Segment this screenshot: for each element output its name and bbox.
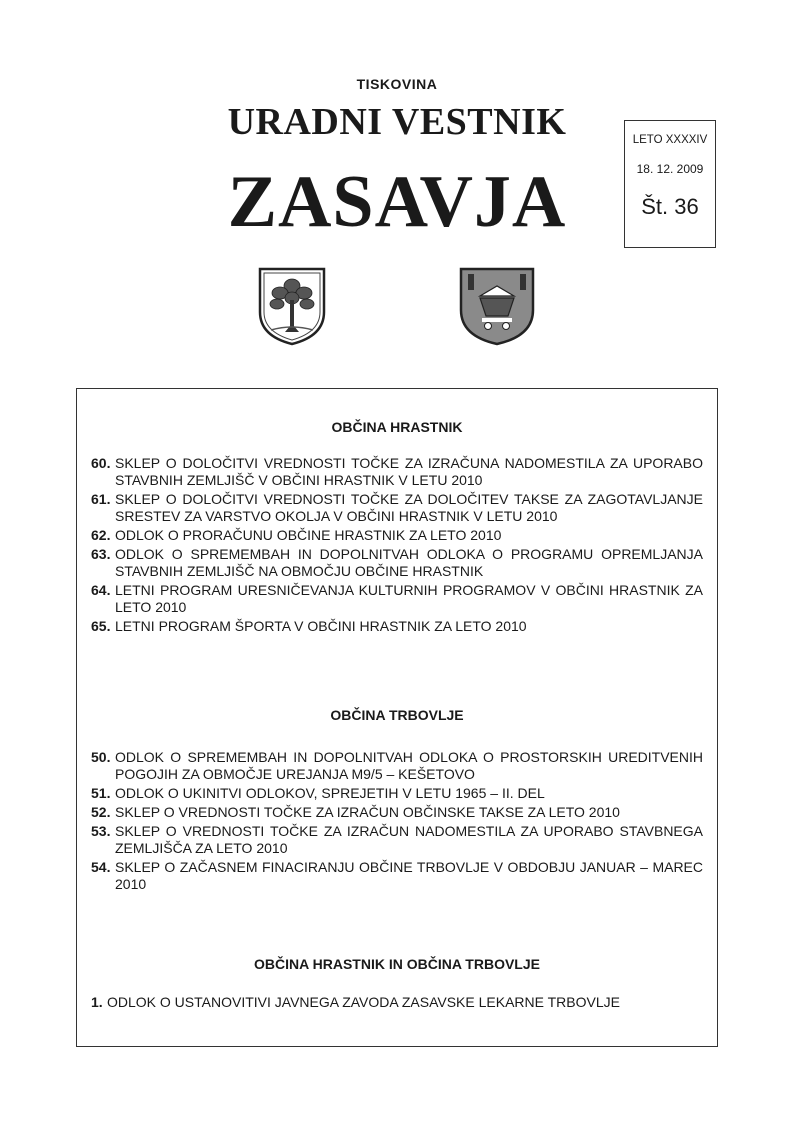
item-text: ODLOK O SPREMEMBAH IN DOPOLNITVAH ODLOKA O PROGRAMU OPREMLJANJA STAVBNIH ZEMLJIŠČ NA OBMOČJU OBČINE HRASTNIK: [115, 546, 703, 579]
item-number: 53.: [91, 823, 111, 839]
item-number: 52.: [91, 804, 111, 820]
item-text: SKLEP O DOLOČITVI VREDNOSTI TOČKE ZA DOLOČITEV TAKSE ZA ZAGOTAVLJANJE SRESTEV ZA VARSTVO OKOLJA V OBČINI HRASTNIK V LETU 2010: [115, 491, 703, 524]
list-item: [77, 618, 717, 635]
list-item: [77, 859, 717, 893]
item-text: LETNI PROGRAM ŠPORTA V OBČINI HRASTNIK ZA LETO 2010: [115, 618, 527, 634]
list-item: [77, 546, 717, 580]
section-title: OBČINA TRBOVLJE: [330, 707, 464, 723]
item-text: ODLOK O SPREMEMBAH IN DOPOLNITVAH ODLOKA O PROSTORSKIH UREDITVENIH POGOJIH ZA OBMOČJE UREJANJA M9/5 – KEŠETOVO: [115, 749, 703, 782]
item-text: SKLEP O VREDNOSTI TOČKE ZA IZRAČUN OBČINSKE TAKSE ZA LETO 2010: [115, 804, 620, 820]
issue-date: 18. 12. 2009: [636, 162, 704, 176]
list-item: [77, 749, 717, 783]
item-number: 50.: [91, 749, 111, 765]
item-text: SKLEP O ZAČASNEM FINACIRANJU OBČINE TRBOVLJE V OBDOBJU JANUAR – MAREC 2010: [115, 859, 703, 892]
item-number: 1.: [91, 994, 103, 1010]
table-of-contents: [76, 388, 718, 1047]
item-text: SKLEP O VREDNOSTI TOČKE ZA IZRAČUN NADOMESTILA ZA UPORABO STAVBNEGA ZEMLJIŠČA ZA LETO 2010: [115, 823, 703, 856]
section-title: OBČINA HRASTNIK IN OBČINA TRBOVLJE: [254, 956, 540, 972]
section-trbovlje: [77, 707, 717, 895]
item-text: ODLOK O PRORAČUNU OBČINE HRASTNIK ZA LETO 2010: [115, 527, 502, 543]
item-text: SKLEP O DOLOČITVI VREDNOSTI TOČKE ZA IZRAČUNA NADOMESTILA ZA UPORABO STAVBNIH ZEMLJIŠČ V OBČINI HRASTNIK V LETU 2010: [115, 455, 703, 488]
issue-number: Št. 36: [641, 194, 699, 219]
item-text: LETNI PROGRAM URESNIČEVANJA KULTURNIH PROGRAMOV V OBČINI HRASTNIK ZA LETO 2010: [115, 582, 703, 615]
section-title: OBČINA HRASTNIK: [331, 419, 463, 435]
item-text: ODLOK O USTANOVITIVI JAVNEGA ZAVODA ZASAVSKE LEKARNE TRBOVLJE: [107, 994, 620, 1010]
hrastnik-crest-icon: [257, 266, 327, 346]
item-number: 54.: [91, 859, 111, 875]
section-joint: [77, 956, 717, 1013]
list-item: [77, 455, 717, 489]
issue-year: LETO XXXXIV: [632, 134, 708, 146]
item-number: 60.: [91, 455, 111, 471]
section-hrastnik: [77, 419, 717, 637]
masthead-region: ZASAVJA: [227, 161, 567, 243]
item-number: 65.: [91, 618, 111, 634]
item-text: ODLOK O UKINITVI ODLOKOV, SPREJETIH V LETU 1965 – II. DEL: [115, 785, 545, 801]
publication-kicker: TISKOVINA: [356, 76, 438, 92]
list-item: [77, 994, 717, 1011]
list-item: [77, 582, 717, 616]
list-item: [77, 785, 717, 802]
item-number: 61.: [91, 491, 111, 507]
issue-info-box: [624, 120, 716, 248]
item-number: 64.: [91, 582, 111, 598]
item-number: 62.: [91, 527, 111, 543]
list-item: [77, 491, 717, 525]
item-number: 51.: [91, 785, 111, 801]
masthead-title: URADNI VESTNIK: [227, 101, 567, 143]
list-item: [77, 804, 717, 821]
item-number: 63.: [91, 546, 111, 562]
list-item: [77, 823, 717, 857]
trbovlje-crest-icon: [458, 266, 536, 346]
list-item: [77, 527, 717, 544]
